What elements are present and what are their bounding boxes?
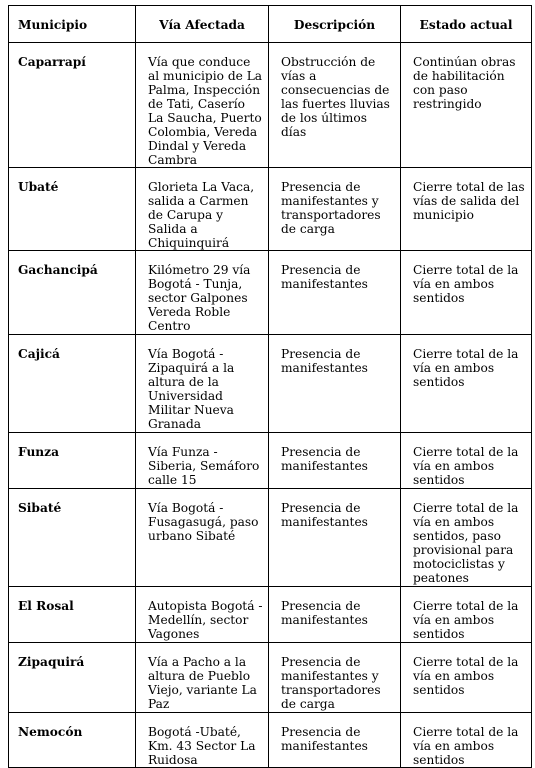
cell-via: Kilómetro 29 vía Bogotá - Tunja, sector Galpones Vereda Roble Centro xyxy=(136,251,269,335)
cell-descripcion: Presencia de manifestantes y transportadores de carga xyxy=(269,643,401,713)
cell-municipio: Cajicá xyxy=(9,335,136,433)
cell-municipio: Nemocón xyxy=(9,713,136,768)
cell-descripcion: Presencia de manifestantes xyxy=(269,251,401,335)
cell-via: Autopista Bogotá - Medellín, sector Vagones xyxy=(136,587,269,643)
cell-municipio: Zipaquirá xyxy=(9,643,136,713)
table-row xyxy=(9,168,532,251)
cell-municipio: Gachancipá xyxy=(9,251,136,335)
cell-descripcion: Presencia de manifestantes xyxy=(269,489,401,587)
header-municipio: Municipio xyxy=(9,6,136,43)
cell-municipio: El Rosal xyxy=(9,587,136,643)
cell-estado: Cierre total de la vía en ambos sentidos xyxy=(401,335,532,433)
table-row xyxy=(9,713,532,768)
cell-estado: Cierre total de la vía en ambos sentidos xyxy=(401,713,532,768)
cell-estado: Cierre total de la vía en ambos sentidos xyxy=(401,433,532,489)
table-row xyxy=(9,43,532,168)
table-header-row xyxy=(9,6,532,43)
table-row xyxy=(9,335,532,433)
cell-municipio: Ubaté xyxy=(9,168,136,251)
cell-via: Glorieta La Vaca, salida a Carmen de Carupa y Salida a Chiquinquirá xyxy=(136,168,269,251)
header-estado-actual: Estado actual xyxy=(401,6,532,43)
cell-via: Vía a Pacho a la altura de Pueblo Viejo, variante La Paz xyxy=(136,643,269,713)
header-via-afectada: Vía Afectada xyxy=(136,6,269,43)
cell-estado: Continúan obras de habilitación con paso restringido xyxy=(401,43,532,168)
table-row xyxy=(9,433,532,489)
cell-descripcion: Presencia de manifestantes xyxy=(269,335,401,433)
cell-via: Vía Funza - Siberia, Semáforo calle 15 xyxy=(136,433,269,489)
cell-via: Vía Bogotá - Fusagasugá, paso urbano Sibaté xyxy=(136,489,269,587)
cell-descripcion: Presencia de manifestantes xyxy=(269,713,401,768)
table-row xyxy=(9,643,532,713)
cell-municipio: Funza xyxy=(9,433,136,489)
table-row xyxy=(9,489,532,587)
cell-via: Bogotá -Ubaté, Km. 43 Sector La Ruidosa xyxy=(136,713,269,768)
table-row xyxy=(9,251,532,335)
cell-via: Vía Bogotá - Zipaquirá a la altura de la Universidad Militar Nueva Granada xyxy=(136,335,269,433)
cell-via: Vía que conduce al municipio de La Palma, Inspección de Tati, Caserío La Saucha, Puerto Colombia, Vereda Dindal y Vereda Cambra xyxy=(136,43,269,168)
cell-estado: Cierre total de la vía en ambos sentidos xyxy=(401,251,532,335)
cell-descripcion: Presencia de manifestantes y transportadores de carga xyxy=(269,168,401,251)
road-status-table xyxy=(8,5,532,768)
cell-municipio: Caparrapí xyxy=(9,43,136,168)
cell-municipio: Sibaté xyxy=(9,489,136,587)
cell-estado: Cierre total de la vía en ambos sentidos xyxy=(401,587,532,643)
table-row xyxy=(9,587,532,643)
cell-descripcion: Presencia de manifestantes xyxy=(269,433,401,489)
cell-descripcion: Obstrucción de vías a consecuencias de las fuertes lluvias de los últimos días xyxy=(269,43,401,168)
cell-descripcion: Presencia de manifestantes xyxy=(269,587,401,643)
header-descripcion: Descripción xyxy=(269,6,401,43)
cell-estado: Cierre total de la vía en ambos sentidos, paso provisional para motociclistas y peatones xyxy=(401,489,532,587)
cell-estado: Cierre total de las vías de salida del municipio xyxy=(401,168,532,251)
cell-estado: Cierre total de la vía en ambos sentidos xyxy=(401,643,532,713)
